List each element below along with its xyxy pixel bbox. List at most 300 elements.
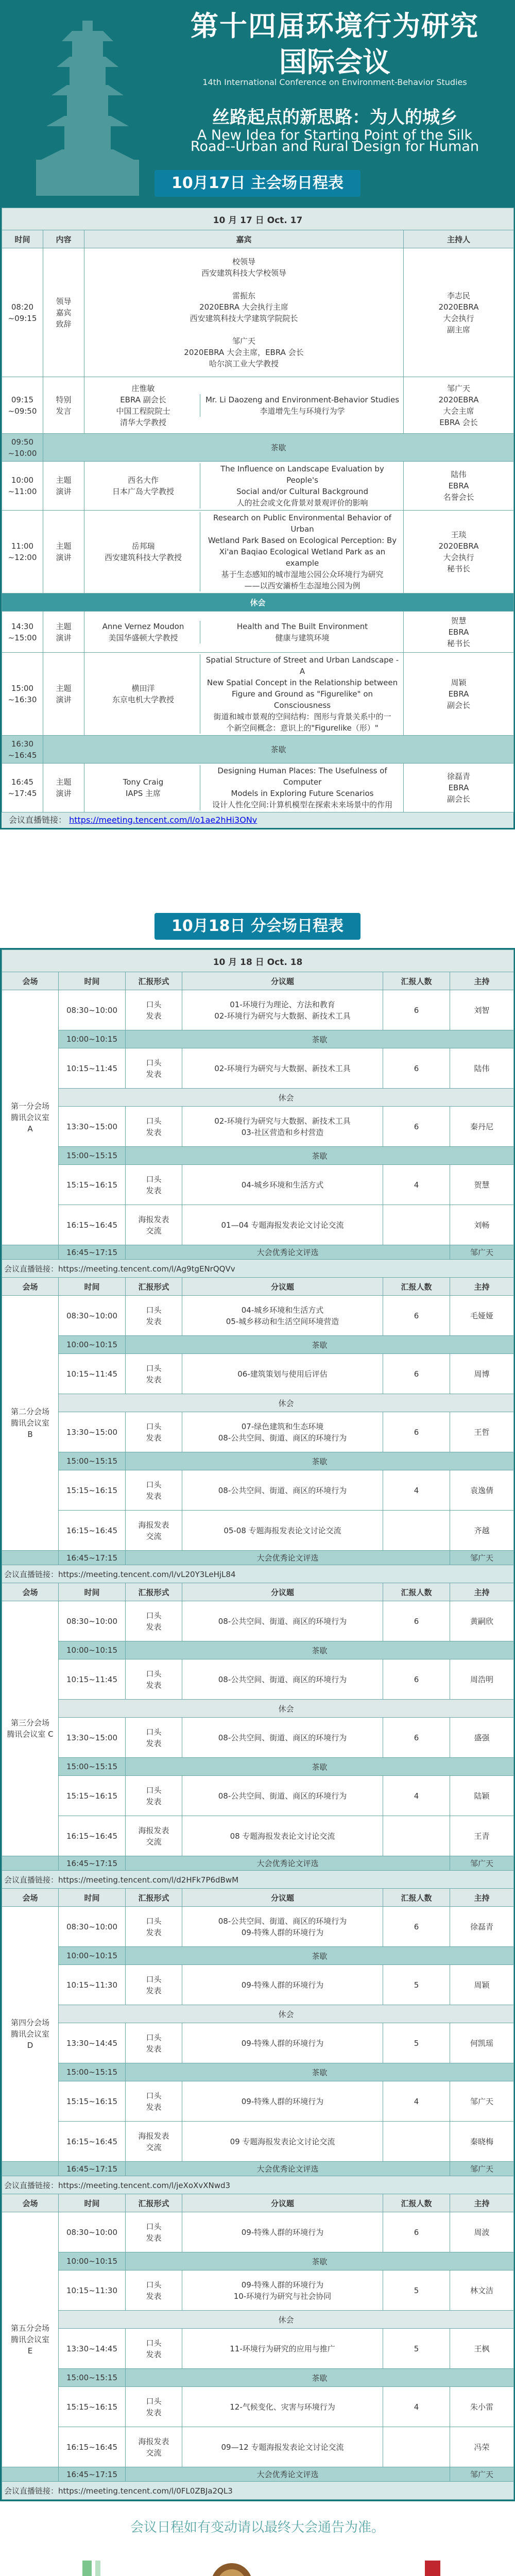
host: 王枫 bbox=[450, 2329, 514, 2369]
col-header: 时间 bbox=[2, 230, 43, 248]
guest-line: 2020EBRA 大会执行主席 bbox=[199, 302, 288, 312]
time: 16:15~16:45 bbox=[59, 2122, 126, 2162]
host: 2020EBRA bbox=[438, 395, 479, 404]
topic-cell bbox=[182, 1165, 383, 1205]
award-session: 大会优秀论文评选 bbox=[126, 1551, 450, 1565]
speaker-count: 4 bbox=[383, 1165, 450, 1205]
time: 13:30~15:00 bbox=[59, 1412, 126, 1452]
live-link-row bbox=[2, 2482, 514, 2500]
guest-cell bbox=[84, 653, 404, 736]
topic-cell bbox=[182, 1354, 383, 1394]
topic-cell bbox=[182, 2427, 383, 2467]
talk-title: 人的社会或文化背景对景观评价的影响 bbox=[236, 498, 368, 507]
conference-subtitle-en: 14th International Conference on Environment-Behavior Studies bbox=[202, 77, 467, 87]
speaker-count: 4 bbox=[383, 2387, 450, 2427]
content: 致辞 bbox=[56, 319, 72, 329]
form-cell bbox=[126, 2081, 182, 2122]
award-session: 大会优秀论文评选 bbox=[126, 2467, 450, 2482]
talk-title: 李道增先生与环境行为学 bbox=[260, 406, 345, 416]
time: 10:00~10:15 bbox=[59, 1641, 126, 1659]
ebra-logo bbox=[46, 2555, 149, 2576]
time: 13:30~15:00 bbox=[59, 1718, 126, 1758]
form-cell bbox=[126, 990, 182, 1030]
form-line: 发表 bbox=[146, 1797, 162, 1806]
guest-line: 雷振东 bbox=[232, 291, 255, 300]
speaker-count: 5 bbox=[383, 2329, 450, 2369]
form-cell bbox=[126, 1659, 182, 1700]
host: 周颖 bbox=[450, 1965, 514, 2005]
theme-cn: 丝路起点的新思路：为人的城乡 bbox=[212, 107, 457, 128]
talk-title: Xi'an Baqiao Ecological Wetland Park as an example bbox=[219, 547, 386, 568]
live-link-row bbox=[2, 1565, 514, 1583]
col-header: 汇报人数 bbox=[383, 1278, 450, 1296]
time: ~11:00 bbox=[8, 487, 37, 496]
content: 演讲 bbox=[56, 487, 72, 496]
col-header: 嘉宾 bbox=[84, 230, 404, 248]
topic-line: 08-公共空间、街道、商区的环境行为 bbox=[218, 1791, 347, 1801]
oct18-schedule-table bbox=[0, 948, 515, 2501]
live-label: 会议直播链接： bbox=[4, 1875, 59, 1885]
topic-line: 09-特殊人群的环境行为 bbox=[241, 2038, 324, 2048]
live-label: 会议直播链接： bbox=[4, 1569, 59, 1579]
guest-line: Anne Vernez Moudon bbox=[102, 621, 184, 631]
time: 15:15~16:15 bbox=[59, 1776, 126, 1816]
content: 主题 bbox=[56, 476, 72, 485]
host-cell bbox=[404, 511, 514, 594]
topic-line: 10-环境行为研究与社会协同 bbox=[233, 2291, 332, 2301]
guest-line: 哈尔滨工业大学教授 bbox=[209, 359, 279, 368]
topic-line: 04-城乡环境和生活方式 bbox=[241, 1180, 324, 1190]
speaker-count: 6 bbox=[383, 1048, 450, 1089]
col-header: 会场 bbox=[2, 2194, 59, 2212]
time: 16:15~16:45 bbox=[59, 2427, 126, 2467]
live-link[interactable]: https://meeting.tencent.com/l/Ag9tgENrQQVv bbox=[58, 1264, 235, 1274]
form-line: 口头 bbox=[146, 1785, 162, 1795]
form-line: 发表 bbox=[146, 1375, 162, 1384]
host: 李志民 bbox=[447, 291, 470, 300]
live-link-row bbox=[2, 2176, 514, 2194]
host: 邹广天 bbox=[450, 1856, 514, 1871]
break-cell: 茶歇 bbox=[43, 434, 514, 462]
lunch-break: 休会 bbox=[59, 2311, 514, 2329]
topic-line: 04-城乡环境和生活方式 bbox=[241, 1305, 324, 1315]
form-line: 交流 bbox=[146, 1531, 162, 1541]
form-line: 交流 bbox=[146, 1837, 162, 1846]
conference-logo bbox=[381, 2555, 484, 2576]
room-name-line: 第二分会场 bbox=[10, 1407, 49, 1416]
col-header: 汇报人数 bbox=[383, 1583, 450, 1601]
host: 邹广天 bbox=[447, 383, 470, 393]
guest-line: 清华大学教授 bbox=[119, 417, 166, 427]
time: 09:50 bbox=[11, 437, 34, 447]
time: 16:45~17:15 bbox=[59, 2467, 126, 2482]
topic-line: 01—04 专题海报发表论文讨论交流 bbox=[221, 1220, 344, 1230]
host: 王琰 bbox=[451, 530, 467, 539]
topic-cell bbox=[182, 990, 383, 1030]
topic-line: 01-环境行为理论、方法和教育 bbox=[230, 999, 335, 1009]
guest-line: 日本广岛大学教授 bbox=[112, 487, 174, 496]
form-line: 口头 bbox=[146, 2032, 162, 2042]
form-line: 口头 bbox=[146, 1669, 162, 1679]
topic-cell bbox=[182, 1470, 383, 1511]
conference-emblem bbox=[381, 2555, 484, 2576]
host: 徐磊青 bbox=[447, 772, 470, 781]
col-header: 分议题 bbox=[182, 1889, 383, 1907]
host-bar-label bbox=[2, 2467, 59, 2482]
content: 领导 bbox=[56, 296, 72, 306]
form-cell bbox=[126, 2387, 182, 2427]
host: 邹广天 bbox=[450, 2467, 514, 2482]
break-cell: 茶歇 bbox=[126, 1147, 514, 1165]
content-cell bbox=[43, 462, 84, 511]
host: 邹广天 bbox=[450, 2081, 514, 2122]
topic-cell bbox=[182, 1296, 383, 1336]
time: 10:15~11:45 bbox=[59, 1048, 126, 1089]
host: 周博 bbox=[450, 1354, 514, 1394]
live-label: 会议直播链接： bbox=[4, 2180, 59, 2190]
room-cell bbox=[2, 1907, 59, 2162]
guest-line: 邹广天 bbox=[232, 336, 255, 346]
time: 10:00~10:15 bbox=[59, 1030, 126, 1048]
theme-en bbox=[154, 127, 515, 155]
form-line: 口头 bbox=[146, 1058, 162, 1067]
time: 15:00~15:15 bbox=[59, 2369, 126, 2387]
topic-line: 08 专题海报发表论文讨论交流 bbox=[230, 1831, 335, 1841]
content: 演讲 bbox=[56, 695, 72, 704]
break-cell: 茶歇 bbox=[126, 1758, 514, 1776]
form-cell bbox=[126, 1470, 182, 1511]
guest-cell bbox=[84, 612, 404, 653]
host: 秘书长 bbox=[447, 564, 470, 573]
host: 周波 bbox=[450, 2212, 514, 2252]
col-header: 会场 bbox=[2, 1583, 59, 1601]
host: 贺慧 bbox=[450, 1165, 514, 1205]
theme-en-line: A New Idea for Starting Point of the Silk bbox=[197, 127, 473, 143]
topic-line: 09—12 专题海报发表论文讨论交流 bbox=[221, 2442, 344, 2452]
speaker-count: 5 bbox=[383, 2023, 450, 2063]
time: 10:00~10:15 bbox=[59, 1947, 126, 1965]
live-link[interactable]: https://meeting.tencent.com/l/o1ae2hHi3ONv bbox=[69, 815, 258, 825]
topic-cell bbox=[182, 1907, 383, 1947]
live-link[interactable]: https://meeting.tencent.com/l/d2HFk7P6dBwM bbox=[58, 1875, 239, 1885]
room-name-line: E bbox=[27, 2346, 33, 2355]
time-cell bbox=[2, 653, 43, 736]
col-header: 分议题 bbox=[182, 972, 383, 990]
form-line: 发表 bbox=[146, 1127, 162, 1137]
content: 特别 bbox=[56, 395, 72, 404]
topic-cell bbox=[182, 1205, 383, 1245]
time: 15:00~15:15 bbox=[59, 1452, 126, 1470]
live-label: 会议直播链接： bbox=[4, 2486, 59, 2496]
guest-cell bbox=[84, 764, 404, 812]
form-cell bbox=[126, 1205, 182, 1245]
col-header: 主持 bbox=[450, 972, 514, 990]
live-label: 会议直播链接： bbox=[4, 1264, 59, 1274]
topic-line: 11-环境行为研究的应用与推广 bbox=[230, 2344, 335, 2353]
time: 10:00 bbox=[11, 476, 34, 485]
time: ~16:30 bbox=[8, 695, 37, 704]
host-cell bbox=[404, 764, 514, 812]
talk-title: 基于生态感知的城市湿地公园公众环境行为研究 bbox=[221, 570, 384, 579]
room-name-line: 第四分会场 bbox=[10, 2018, 49, 2027]
host: 秦丹尼 bbox=[450, 1107, 514, 1147]
content: 演讲 bbox=[56, 789, 72, 798]
time: 14:30 bbox=[11, 621, 34, 631]
guest-line bbox=[87, 279, 401, 290]
time: ~10:00 bbox=[8, 448, 37, 458]
break-cell: 茶歇 bbox=[126, 1336, 514, 1354]
lunch-break: 休会 bbox=[2, 594, 514, 612]
talk-title: Models in Exploring Future Scenarios bbox=[231, 789, 374, 798]
col-header: 汇报形式 bbox=[126, 1278, 182, 1296]
topic-line: 02-环境行为研究与大数据、新技术工具 bbox=[214, 1011, 351, 1021]
speaker-count bbox=[383, 1511, 450, 1551]
speaker-count: 6 bbox=[383, 2212, 450, 2252]
room-name-line: 腾讯会议室 bbox=[10, 1113, 49, 1122]
guest-line: 西安建筑科技大学校领导 bbox=[201, 268, 286, 278]
time: 08:20 bbox=[11, 302, 34, 312]
topic-cell bbox=[182, 1107, 383, 1147]
university-logo bbox=[206, 2555, 319, 2576]
topic-cell bbox=[182, 2023, 383, 2063]
guest-line: 庄惟敏 bbox=[131, 383, 155, 393]
host: 刘智 bbox=[450, 990, 514, 1030]
speaker-count: 6 bbox=[383, 1296, 450, 1336]
host: 王青 bbox=[450, 1816, 514, 1856]
form-line: 口头 bbox=[146, 1363, 162, 1373]
host: 毛娅娅 bbox=[450, 1296, 514, 1336]
form-line: 海报发表 bbox=[138, 1520, 169, 1530]
form-cell bbox=[126, 1165, 182, 1205]
live-link[interactable]: https://meeting.tencent.com/l/vL20Y3LeHjL84 bbox=[58, 1569, 236, 1579]
form-line: 发表 bbox=[146, 2291, 162, 2301]
form-line: 交流 bbox=[146, 2142, 162, 2152]
guest-cell bbox=[84, 511, 404, 594]
col-header: 主持 bbox=[450, 1278, 514, 1296]
topic-line: 08-公共空间、街道、商区的环境行为 bbox=[218, 1485, 347, 1495]
topic-line: 02-环境行为研究与大数据、新技术工具 bbox=[214, 1063, 351, 1073]
form-line: 海报发表 bbox=[138, 1825, 169, 1835]
content: 嘉宾 bbox=[56, 308, 72, 317]
time: 08:30~10:00 bbox=[59, 1296, 126, 1336]
host: 邹广天 bbox=[450, 1551, 514, 1565]
host: 王哲 bbox=[450, 1412, 514, 1452]
break-cell: 茶歇 bbox=[43, 736, 514, 764]
guest-line: 校领导 bbox=[232, 257, 255, 266]
talk-title: ——以西安灞桥生态湿地公园为例 bbox=[244, 581, 360, 590]
host: 陆伟 bbox=[450, 1048, 514, 1089]
content: 主题 bbox=[56, 541, 72, 551]
speaker-count: 6 bbox=[383, 990, 450, 1030]
form-line: 口头 bbox=[146, 1305, 162, 1315]
host-bar-label bbox=[2, 1551, 59, 1565]
col-header: 汇报人数 bbox=[383, 1889, 450, 1907]
time: 10:00~10:15 bbox=[59, 2252, 126, 2270]
host: 2020EBRA bbox=[438, 302, 479, 312]
form-line: 海报发表 bbox=[138, 1214, 169, 1224]
guest-line: IAPS 主席 bbox=[125, 789, 161, 798]
host: 林文洁 bbox=[450, 2270, 514, 2311]
time: 09:15 bbox=[11, 395, 34, 404]
time: 08:30~10:00 bbox=[59, 1601, 126, 1641]
host-cell bbox=[404, 462, 514, 511]
guest-line: 东京电机大学教授 bbox=[112, 695, 174, 704]
room-name-line: D bbox=[27, 2041, 33, 2050]
time: 08:30~10:00 bbox=[59, 1907, 126, 1947]
time: 13:30~14:45 bbox=[59, 2023, 126, 2063]
form-cell bbox=[126, 1048, 182, 1089]
theme-en-line: Road--Urban and Rural Design for Human bbox=[190, 139, 479, 155]
time: 15:00 bbox=[11, 684, 34, 693]
time: 16:45~17:15 bbox=[59, 2162, 126, 2176]
host: 2020EBRA bbox=[438, 541, 479, 551]
host: 朱小雷 bbox=[450, 2387, 514, 2427]
form-line: 发表 bbox=[146, 1622, 162, 1632]
form-line: 口头 bbox=[146, 2222, 162, 2231]
form-line: 发表 bbox=[146, 2233, 162, 2243]
room-name-line: 腾讯会议室 bbox=[10, 2335, 49, 2344]
time: 08:30~10:00 bbox=[59, 2212, 126, 2252]
time: 08:30~10:00 bbox=[59, 990, 126, 1030]
host: 大会主席 bbox=[443, 406, 474, 416]
time: 15:00~15:15 bbox=[59, 1147, 126, 1165]
host: 周颖 bbox=[451, 678, 467, 687]
break-cell: 茶歇 bbox=[126, 1452, 514, 1470]
form-line: 海报发表 bbox=[138, 2436, 169, 2446]
host: 徐磊青 bbox=[450, 1907, 514, 1947]
talk-title: Health and The Built Environment bbox=[236, 621, 368, 631]
time-cell bbox=[2, 612, 43, 653]
break-cell: 茶歇 bbox=[126, 2063, 514, 2081]
col-header: 分议题 bbox=[182, 2194, 383, 2212]
time-cell bbox=[2, 511, 43, 594]
topic-line: 09-特殊人群的环境行为 bbox=[241, 2227, 324, 2237]
col-header: 会场 bbox=[2, 1889, 59, 1907]
topic-line: 08-公共空间、街道、商区的环境行为 bbox=[218, 1433, 347, 1443]
speaker-count: 6 bbox=[383, 1107, 450, 1147]
time: 16:15~16:45 bbox=[59, 1205, 126, 1245]
time: 16:45~17:15 bbox=[59, 1856, 126, 1871]
col-header: 汇报形式 bbox=[126, 1889, 182, 1907]
time: 15:00~15:15 bbox=[59, 1758, 126, 1776]
time: 10:15~11:30 bbox=[59, 2270, 126, 2311]
host-bar-label bbox=[2, 2162, 59, 2176]
host: 何凯瑶 bbox=[450, 2023, 514, 2063]
live-link[interactable]: https://meeting.tencent.com/l/jeXoXvXNwd3 bbox=[58, 2180, 231, 2190]
time: 15:00~15:15 bbox=[59, 2063, 126, 2081]
form-line: 发表 bbox=[146, 2102, 162, 2112]
talk-title: Wetland Park Based on Ecological Perception: By bbox=[208, 536, 397, 545]
form-cell bbox=[126, 1907, 182, 1947]
room-name-line: 腾讯会议室 bbox=[10, 2029, 49, 2039]
oct17-schedule-table bbox=[0, 206, 515, 829]
university-seal bbox=[206, 2555, 319, 2576]
time: 10:00~10:15 bbox=[59, 1336, 126, 1354]
content-cell bbox=[43, 764, 84, 812]
topic-line: 08-公共空间、街道、商区的环境行为 bbox=[218, 1733, 347, 1742]
time: ~09:15 bbox=[8, 313, 37, 323]
talk-title: New Spatial Concept in the Relationship between bbox=[207, 678, 398, 687]
host: 贺慧 bbox=[451, 616, 467, 625]
award-session: 大会优秀论文评选 bbox=[126, 1245, 450, 1260]
topic-line: 09-特殊人群的环境行为 bbox=[241, 2096, 324, 2106]
topic-line: 02-环境行为研究与大数据、新技术工具 bbox=[214, 1116, 351, 1126]
guest-line: Tony Craig bbox=[123, 777, 164, 787]
speaker-count bbox=[383, 2122, 450, 2162]
guest-line: 西名大作 bbox=[127, 476, 159, 485]
form-line: 口头 bbox=[146, 1974, 162, 1984]
guest-cell bbox=[84, 377, 404, 434]
topic-cell bbox=[182, 1511, 383, 1551]
break-cell: 茶歇 bbox=[126, 1030, 514, 1048]
talk-title: Designing Human Places: The Usefulness of Computer bbox=[217, 766, 387, 787]
host: 周浩明 bbox=[450, 1659, 514, 1700]
day-label: 10 月 18 日 Oct. 18 bbox=[2, 950, 514, 972]
host: EBRA bbox=[448, 689, 469, 699]
content-cell bbox=[43, 377, 84, 434]
talk-title: Spatial Structure of Street and Urban Landscape - A bbox=[205, 655, 399, 676]
col-header: 主持 bbox=[450, 2194, 514, 2212]
break-cell: 茶歇 bbox=[126, 2369, 514, 2387]
ebra-logo-mark bbox=[46, 2555, 149, 2576]
time: 10:15~11:45 bbox=[59, 1354, 126, 1394]
time: 15:15~16:15 bbox=[59, 2081, 126, 2122]
form-line: 口头 bbox=[146, 1916, 162, 1926]
live-link-row bbox=[2, 1260, 514, 1278]
col-header: 汇报形式 bbox=[126, 972, 182, 990]
content: 演讲 bbox=[56, 633, 72, 642]
content-cell bbox=[43, 511, 84, 594]
talk-title: 健康与建筑环境 bbox=[275, 633, 330, 642]
host-cell bbox=[404, 653, 514, 736]
live-link[interactable]: https://meeting.tencent.com/l/0FL0ZBJa2QL3 bbox=[58, 2486, 233, 2496]
col-header: 时间 bbox=[59, 972, 126, 990]
guest-line: 2020EBRA 大会主席，EBRA 会长 bbox=[184, 347, 304, 357]
topic-line: 03-社区营造和乡村营造 bbox=[241, 1127, 324, 1137]
host: 刘畅 bbox=[450, 1205, 514, 1245]
form-line: 发表 bbox=[146, 1069, 162, 1079]
topic-cell bbox=[182, 2329, 383, 2369]
break-cell: 茶歇 bbox=[126, 1641, 514, 1659]
form-line: 发表 bbox=[146, 1927, 162, 1937]
host: 盛强 bbox=[450, 1718, 514, 1758]
form-cell bbox=[126, 2329, 182, 2369]
form-line: 发表 bbox=[146, 1491, 162, 1501]
section-title-oct17: 10月17日 主会场日程表 bbox=[154, 170, 360, 197]
form-cell bbox=[126, 1354, 182, 1394]
form-cell bbox=[126, 1816, 182, 1856]
content: 演讲 bbox=[56, 553, 72, 562]
time: 16:45~17:15 bbox=[59, 1245, 126, 1260]
form-line: 发表 bbox=[146, 1738, 162, 1748]
topic-line: 09 专题海报发表论文讨论交流 bbox=[230, 2137, 335, 2146]
host-cell bbox=[404, 248, 514, 377]
host: 名誉会长 bbox=[443, 493, 474, 502]
col-header: 时间 bbox=[59, 1583, 126, 1601]
host-cell bbox=[404, 377, 514, 434]
footer-note: 会议日程如有变动请以最终大会通告为准。 bbox=[130, 2520, 385, 2535]
topic-line: 09-特殊人群的环境行为 bbox=[241, 1927, 324, 1937]
time: ~17:45 bbox=[8, 789, 37, 798]
room-name-line: 第一分会场 bbox=[10, 1101, 49, 1111]
host: 陆颖 bbox=[450, 1776, 514, 1816]
speaker-count: 4 bbox=[383, 2081, 450, 2122]
guest-cell bbox=[84, 462, 404, 511]
talk-title: 设计人性化空间:计算机模型在探索未来场景中的作用 bbox=[212, 800, 393, 809]
form-line: 交流 bbox=[146, 1226, 162, 1235]
col-header: 主持 bbox=[450, 1889, 514, 1907]
room-cell bbox=[2, 2212, 59, 2467]
